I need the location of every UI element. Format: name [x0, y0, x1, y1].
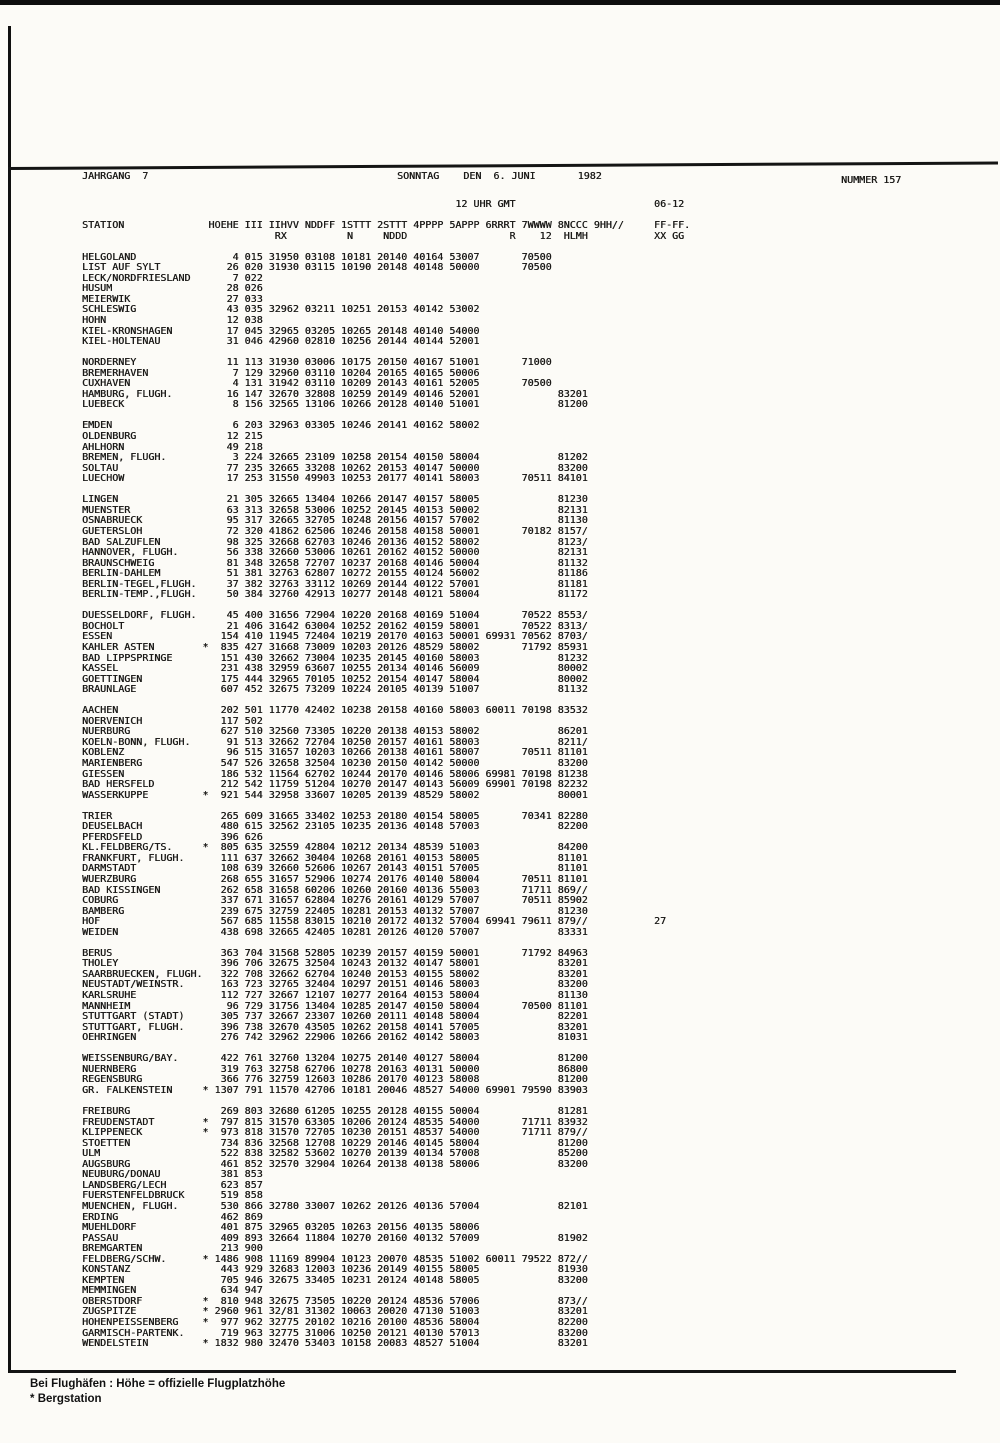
footer-notes [30, 1377, 285, 1407]
table-row: BERLIN-TEMP.,FLUGH. 50 384 32760 42913 10277 20148 40121 58004 81172 [82, 589, 624, 601]
table-row: KOBLENZ 96 515 31657 10203 10266 20138 40161 58007 70511 81101 [82, 747, 624, 759]
table-row: WENDELSTEIN * 1832 980 32470 53403 10158 20083 48527 51004 83201 [82, 1338, 624, 1350]
table-row: WEIDEN 438 698 32665 42405 10281 20126 40120 57007 83331 [82, 926, 624, 938]
table-row: GR. FALKENSTEIN * 1307 791 11570 42706 10181 20046 48527 54000 69901 79590 83903 [82, 1084, 624, 1096]
table-row: DUESSELDORF, FLUGH. 45 400 31656 72904 10220 20168 40169 51004 70522 8553/ [82, 610, 624, 622]
table-row: DEUSELBACH 480 615 32562 23105 10235 20136 40148 57003 82200 [82, 821, 624, 833]
table-row: STUTTGART (STADT) 305 737 32667 23307 10260 20111 40148 58004 82201 [82, 1011, 624, 1023]
masthead-date: SONNTAG DEN 6. JUNI 1982 [397, 171, 602, 182]
table-row: LINGEN 21 305 32665 13404 10266 20147 40157 58005 81230 [82, 494, 624, 506]
table-row: KONSTANZ 443 929 32683 12003 10236 20149 40155 58005 81930 [82, 1264, 624, 1276]
table-row: MUENSTER 63 313 32658 53006 10252 20145 40153 50002 82131 [82, 504, 624, 516]
table-row: HOHENPEISSENBERG * 977 962 32775 20102 10216 20100 48536 58004 82200 [82, 1316, 624, 1328]
table-row: AUGSBURG 461 852 32570 32904 10264 20138 40138 58006 83200 [82, 1158, 624, 1170]
table-row: KOELN-BONN, FLUGH. 91 513 32662 72704 10250 20157 40161 58003 8211/ [82, 736, 624, 748]
table-row: GARMISCH-PARTENK. 719 963 32775 31006 10250 20121 40130 57013 83200 [82, 1327, 624, 1339]
table-row: REGENSBURG 366 776 32759 12603 10286 20170 40123 58008 81200 [82, 1074, 624, 1086]
table-row: KARLSRUHE 112 727 32667 12107 10277 20164 40153 58004 81130 [82, 990, 624, 1002]
table-row: HOF 567 685 11558 83015 10210 20172 40132 57004 69941 79611 879// 27 [82, 916, 666, 928]
table-row: KIEL-KRONSHAGEN 17 045 32965 03205 10265 20148 40140 54000 [82, 325, 624, 337]
footer-note-flughafen: Bei Flughäfen : Höhe = offizielle Flugplatzhöhe [30, 1378, 286, 1390]
table-row: SCHLESWIG 43 035 32962 03211 10251 20153 40142 53002 [82, 304, 624, 316]
table-row: NUERBURG 627 510 32560 73305 10220 20138 40153 58002 86201 [82, 726, 624, 738]
table-row: MUENCHEN, FLUGH. 530 866 32780 33007 10262 20126 40136 57004 82101 [82, 1200, 624, 1212]
table-row: NEUBURG/DONAU 381 853 [82, 1169, 624, 1181]
table-row: PFERDSFELD 396 626 [82, 831, 624, 843]
table-row: MEIERWIK 27 033 [82, 293, 624, 305]
table-row: WEISSENBURG/BAY. 422 761 32760 13204 10275 20140 40127 58004 81200 [82, 1053, 624, 1065]
table-row: AACHEN 202 501 11770 42402 10238 20158 40160 58003 60011 70198 83532 [82, 705, 624, 717]
table-row: KIEL-HOLTENAU 31 046 42960 02810 10256 20144 40144 52001 [82, 336, 624, 348]
table-row: FREIBURG 269 803 32680 61205 10255 20128 40155 50004 81281 [82, 1106, 624, 1118]
table-row: KASSEL 231 438 32959 63607 10255 20134 40146 56009 80002 [82, 663, 624, 675]
table-row: DARMSTADT 108 639 32660 52606 10267 20143 40151 57005 81101 [82, 863, 624, 875]
table-row: BREMEN, FLUGH. 3 224 32665 23109 10258 20154 40150 58004 81202 [82, 452, 624, 464]
table-row: FUERSTENFELDBRUCK 519 858 [82, 1190, 624, 1202]
table-row: MANNHEIM 96 729 31756 13404 10285 20147 40150 58004 70500 81101 [82, 1000, 624, 1012]
table-row: LANDSBERG/LECH 623 857 [82, 1179, 624, 1191]
table-row: HAMBURG, FLUGH. 16 147 32670 32808 10259 20149 40146 52001 83201 [82, 388, 624, 400]
table-row: FRANKFURT, FLUGH. 111 637 32662 30404 10268 20161 40153 58005 81101 [82, 852, 624, 864]
table-row: HANNOVER, FLUGH. 56 338 32660 53006 10261 20162 40152 50000 82131 [82, 547, 624, 559]
table-row: TRIER 265 609 31665 33402 10253 20180 40154 58005 70341 82280 [82, 810, 624, 822]
table-row: WASSERKUPPE * 921 544 32958 33607 10205 20139 48529 58002 80001 [82, 789, 624, 801]
table-row: BAMBERG 239 675 32759 22405 10281 20153 40132 57007 81230 [82, 905, 624, 917]
table-row: MEMMINGEN 634 947 [82, 1285, 624, 1297]
table-row: BAD SALZUFLEN 98 325 32668 62703 10246 20136 40152 58002 8123/ [82, 536, 624, 548]
table-row: LUEBECK 8 156 32565 13106 10266 20128 40140 51001 81200 [82, 399, 624, 411]
table-row: GIESSEN 186 532 11564 62702 10244 20170 40146 58006 69981 70198 81238 [82, 768, 624, 780]
table-row: EMDEN 6 203 32963 03305 10246 20141 40162 58002 [82, 420, 624, 432]
table-row: ULM 522 838 32582 53602 10270 20139 40134 57008 85200 [82, 1148, 624, 1160]
table-row: SAARBRUECKEN, FLUGH. 322 708 32662 62704 10240 20153 40155 58002 83201 [82, 968, 624, 980]
table-row: NOERVENICH 117 502 [82, 715, 624, 727]
table-row: STUTTGART, FLUGH. 396 738 32670 43505 10262 20158 40141 57005 83201 [82, 1021, 624, 1033]
table-row: LECK/NORDFRIESLAND 7 022 [82, 272, 624, 284]
table-row: COBURG 337 671 31657 62804 10276 20161 40129 57007 70511 85902 [82, 895, 624, 907]
table-row: OLDENBURG 12 215 [82, 431, 624, 443]
bottom-rule [9, 1370, 956, 1373]
table-row: BOCHOLT 21 406 31642 63004 10252 20162 40159 58001 70522 8313/ [82, 620, 624, 632]
table-row: GOETTINGEN 175 444 32965 70105 10252 20154 40147 58004 80002 [82, 673, 624, 685]
page-left-edge-line [8, 26, 11, 1373]
table-row: KLIPPENECK * 973 818 31570 72705 10230 20151 48537 54000 71711 879// [82, 1127, 624, 1139]
table-row: MARIENBERG 547 526 32658 32504 10230 20150 40142 50000 83200 [82, 757, 624, 769]
table-row: KL.FELDBERG/TS. * 805 635 32559 42804 10212 20134 48539 51003 84200 [82, 842, 624, 854]
table-row: BERLIN-DAHLEM 51 381 32763 62807 10272 20155 40124 56002 81186 [82, 568, 624, 580]
table-row: OBERSTDORF * 810 948 32675 73505 10220 20124 48536 57006 873// [82, 1295, 624, 1307]
table-row: WUERZBURG 268 655 31657 52906 10274 20176 40140 58004 70511 81101 [82, 874, 624, 885]
table-row: BERLIN-TEGEL,FLUGH. 37 382 32763 33112 10269 20144 40122 57001 81181 [82, 578, 624, 590]
table-row: PASSAU 409 893 32664 11804 10270 20160 40132 57009 81902 [82, 1232, 624, 1244]
table-row: BERUS 363 704 31568 52805 10239 20157 40159 50001 71792 84963 [82, 947, 624, 959]
table-row: ZUGSPITZE * 2960 961 32/81 31302 10063 20020 47130 51003 83201 [82, 1306, 624, 1318]
table-header-subrow: RX N NDDD R 12 HLMH XX GG [82, 230, 685, 242]
masthead-nummer: NUMMER 157 [841, 175, 902, 186]
table-header-row: STATION HOEHE III IIHVV NDDFF 1STTT 2STTT 4PPPP 5APPP 6RRRT 7WWWW 8NCCC 9HH// FF-FF. [82, 220, 691, 232]
table-row: KAHLER ASTEN * 835 427 31668 73009 10203 20126 48529 58002 71792 85931 [82, 641, 624, 653]
table-row: OEHRINGEN 276 742 32962 22906 10266 20162 40142 58003 81031 [82, 1032, 624, 1044]
table-row: BREMGARTEN 213 900 [82, 1243, 624, 1255]
masthead-jahrgang: JAHRGANG 7 [82, 171, 149, 182]
table-row: CUXHAVEN 4 131 31942 03110 10209 20143 40161 52005 70500 [82, 378, 624, 390]
table-row: THOLEY 396 706 32675 32504 10243 20132 40147 58001 83201 [82, 958, 624, 970]
table-row: NORDERNEY 11 113 31930 03006 10175 20150 40167 51001 71000 [82, 357, 624, 369]
table-row: ESSEN 154 410 11945 72404 10219 20170 40163 50001 69931 70562 8703/ [82, 631, 624, 643]
station-data-table [82, 200, 690, 1350]
table-row: ERDING 462 869 [82, 1211, 624, 1223]
table-row: FELDBERG/SCHW. * 1486 908 11169 89904 10123 20070 48535 51002 60011 79522 872// [82, 1253, 624, 1265]
page-top-edge-line [0, 0, 1000, 5]
table-row: BRAUNSCHWEIG 81 348 32658 72707 10237 20168 40146 50004 81132 [82, 557, 624, 569]
table-row: NUERNBERG 319 763 32758 62706 10278 20163 40131 50000 86800 [82, 1063, 624, 1075]
table-row: KEMPTEN 705 946 32675 33405 10231 20124 40148 58005 83200 [82, 1274, 624, 1286]
masthead-rule [8, 161, 998, 170]
table-row: LIST AUF SYLT 26 020 31930 03115 10190 20148 40148 50000 70500 [82, 262, 624, 274]
footer-note-bergstation [30, 1392, 285, 1407]
bergstation-marker: * [30, 1393, 35, 1405]
table-row: GUETERSLOH 72 320 41862 62506 10246 20158 40158 50001 70182 8157/ [82, 525, 624, 537]
table-row: BRAUNLAGE 607 452 32675 73209 10224 20105 40139 51007 81132 [82, 684, 624, 696]
table-row: BAD HERSFELD 212 542 11759 51204 10270 20147 40143 56009 69901 70198 82232 [82, 779, 624, 791]
table-row: NEUSTADT/WEINSTR. 163 723 32765 32404 10297 20151 40146 58003 83200 [82, 979, 624, 991]
time-row: 12 UHR GMT 06-12 [82, 199, 685, 210]
table-row: HELGOLAND 4 015 31950 03108 10181 20140 40164 53007 70500 [82, 251, 624, 263]
bergstation-label: Bergstation [37, 1393, 102, 1405]
table-row: AHLHORN 49 218 [82, 441, 624, 453]
table-row: HUSUM 28 026 [82, 283, 624, 295]
table-row: BAD KISSINGEN 262 658 31658 60206 10260 20160 40136 55003 71711 869// [82, 884, 624, 896]
table-row: HOHN 12 038 [82, 315, 624, 327]
table-row: OSNABRUECK 95 317 32665 32705 10248 20156 40157 57002 81130 [82, 515, 624, 527]
table-row: LUECHOW 17 253 31550 49903 10253 20177 40141 58003 70511 84101 [82, 473, 624, 485]
table-row: BREMERHAVEN 7 129 32960 03110 10204 20165 40165 50006 [82, 367, 624, 379]
table-row: MUEHLDORF 401 875 32965 03205 10263 20156 40135 58006 [82, 1222, 624, 1234]
table-row: FREUDENSTADT * 797 815 31570 63305 10206 20124 48535 54000 71711 83932 [82, 1116, 624, 1128]
table-row: SOLTAU 77 235 32665 33208 10262 20153 40147 50000 83200 [82, 462, 624, 474]
table-row: STOETTEN 734 836 32568 12708 10229 20146 40145 58004 81200 [82, 1137, 624, 1149]
table-row: BAD LIPPSPRINGE 151 430 32662 73004 10235 20145 40160 58003 81232 [82, 652, 624, 664]
